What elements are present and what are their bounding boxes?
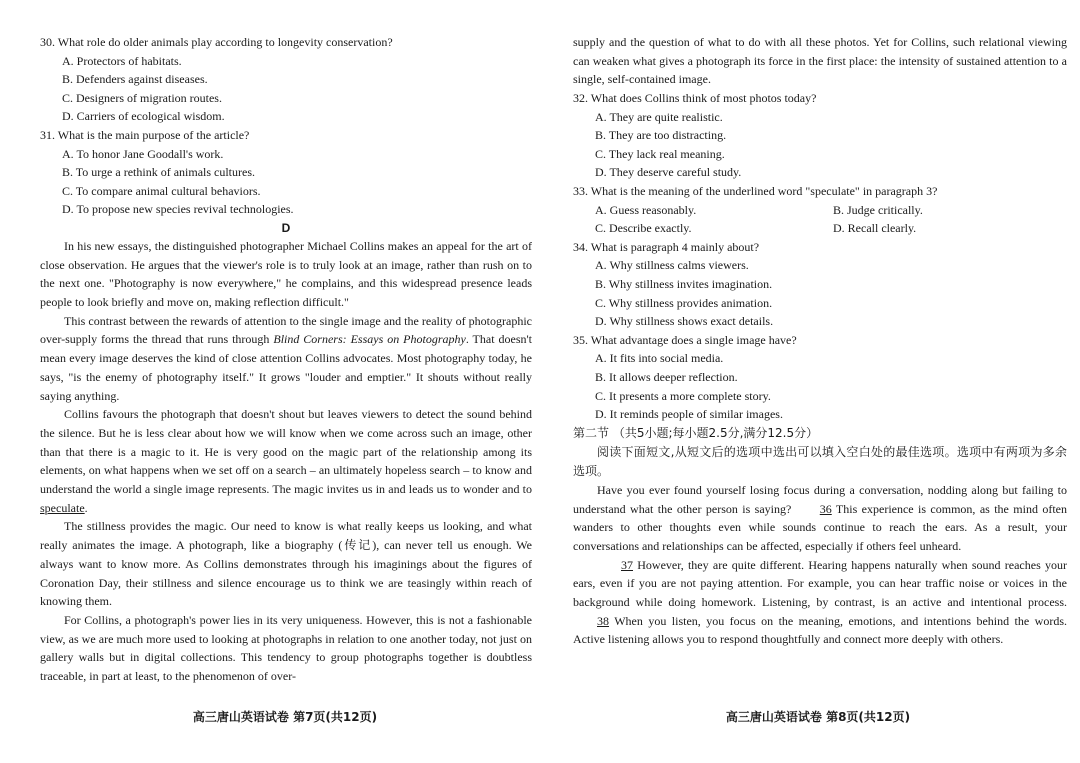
part-2-heading: 第二节 （共5小题;每小题2.5分,满分12.5分） (573, 425, 819, 440)
question-30-option-c: C. Designers of migration routes. (62, 90, 222, 105)
left-page-column (40, 33, 532, 686)
question-33-options (573, 201, 1067, 238)
cloze-paragraph-1 (573, 481, 1067, 556)
section-d-heading: D (281, 220, 291, 235)
question-32-option-d: D. They deserve careful study. (595, 165, 742, 180)
question-33-option-a: A. Guess reasonably. (595, 202, 697, 217)
passage-d-paragraph-2 (40, 312, 532, 406)
underlined-word-speculate: speculate (40, 500, 85, 515)
question-30-stem: 30. What role do older animals play according to longevity conservation? (40, 35, 393, 49)
question-33-option-b: B. Judge critically. (833, 202, 923, 217)
question-34-option-c: C. Why stillness provides animation. (595, 295, 773, 310)
cloze-paragraph-2-end: When you listen, you focus on the meaning, emotions, and intentions behind the words. Active listening allows you to respond thoughtfully and connect more deeply with others. (573, 613, 1067, 647)
cloze-paragraph-1-start: Have you ever found yourself losing focus during a conversation, nodding along but failing to understand what the other person is saying? (573, 482, 1067, 516)
right-page-footer: 高三唐山英语试卷 第8页(共12页) (725, 710, 911, 724)
passage-d-paragraph-3 (40, 405, 532, 517)
question-33-stem: 33. What is the meaning of the underlined word "speculate" in paragraph 3? (573, 184, 938, 199)
blank-36: 36 (819, 501, 832, 516)
question-31-option-d: D. To propose new species revival technologies. (62, 202, 294, 217)
question-35-option-d: D. It reminds people of similar images. (595, 407, 783, 422)
question-34-stem: 34. What is paragraph 4 mainly about? (573, 239, 760, 254)
question-34-option-a: A. Why stillness calms viewers. (595, 258, 749, 273)
question-34-option-b: B. Why stillness invites imagination. (595, 277, 773, 292)
paragraph-3-text-end: . (84, 500, 88, 515)
passage-d-paragraph-1: In his new essays, the distinguished photographer Michael Collins makes an appeal for the art of close observation. He argues that the viewer's role is to truly look at an image, rather than rush on to the next one. "Photography is now everywhere," he complains, and this widespread presence leads people to look briefly and move on, making reflection difficult." (40, 238, 532, 310)
left-page-footer: 高三唐山英语试卷 第7页(共12页) (192, 710, 378, 724)
question-32-option-a: A. They are quite realistic. (595, 109, 723, 124)
question-31-option-c: C. To compare animal cultural behaviors. (62, 183, 261, 198)
question-32-option-b: B. They are too distracting. (595, 128, 727, 143)
question-35-option-c: C. It presents a more complete story. (595, 388, 771, 403)
question-30-option-a: A. Protectors of habitats. (62, 53, 182, 68)
question-31-option-b: B. To urge a rethink of animals cultures. (62, 165, 256, 180)
cloze-paragraph-1-end: This experience is common, as the mind often wanders to other thoughts even while sounds continue to reach the ears. As a result, your conversations and relationships can be affected, especially if others feel unheard. (573, 501, 1067, 553)
question-33-option-c: C. Describe exactly. (595, 221, 692, 236)
part-2-instructions: 阅读下面短文,从短文后的选项中选出可以填入空白处的最佳选项。选项中有两项为多余选项。 (573, 444, 1067, 478)
question-31-option-a: A. To honor Jane Goodall's work. (62, 146, 224, 161)
blank-37: 37 (621, 557, 633, 572)
paragraph-2-text-start: This contrast between the rewards of attention to the single image and the reality of photographic over-supply forms the thread that runs through (40, 313, 532, 347)
question-30-option-d: D. Carriers of ecological wisdom. (62, 109, 225, 124)
question-32-stem: 32. What does Collins think of most photos today? (573, 91, 817, 106)
passage-d-paragraph-5: For Collins, a photograph's power lies in its very uniqueness. However, this is not a fashionable view, as we are much more used to looking at photographs in relation to one another today, not just on gallery walls but in digital collections. This tendency to group photographs together is doubtless traceable, in part at least, to the phenomenon of over- (40, 613, 532, 684)
paragraph-2-text-end: . That doesn't mean every image deserves the kind of close attention Collins advocates. Most photography today, he says, "is the enemy of photography itself." It grows "louder and emptier." It shouts without really saying anything. (40, 332, 532, 403)
cloze-paragraph-2-start: However, they are quite different. Hearing happens naturally when sound reaches your ears, even if you are not paying attention. For example, you can hear traffic noise or voices in the background while doing homework. Listening, by contrast, is an active and intentional process. (573, 557, 1067, 610)
cloze-paragraph-2 (573, 556, 1067, 650)
question-32-option-c: C. They lack real meaning. (595, 146, 725, 161)
right-page-column (573, 33, 1067, 649)
question-35-option-a: A. It fits into social media. (595, 351, 724, 366)
passage-d-paragraph-5-continued: supply and the question of what to do with all these photos. Yet for Collins, such relational viewing can weaken what gives a photograph its force in the first place: the intensity of sustained attention to a single, self-contained image. (573, 35, 1067, 87)
passage-d-paragraph-4: The stillness provides the magic. Our need to know is what really keeps us looking, and what really animates the image. A photograph, like a biography (传记), can never tell us enough. We always want to know more. As Collins demonstrates through his imaginings about the figures of Coronation Day, their stillness and silence encourage us to think we are teasingly within reach of knowing them. (40, 519, 532, 609)
question-35-option-b: B. It allows deeper reflection. (595, 370, 738, 385)
question-35-stem: 35. What advantage does a single image have? (573, 332, 797, 347)
book-title: Blind Corners: Essays on Photography (273, 332, 466, 347)
question-31-stem: 31. What is the main purpose of the article? (40, 127, 250, 142)
question-34-option-d: D. Why stillness shows exact details. (595, 314, 774, 329)
question-30-option-b: B. Defenders against diseases. (62, 72, 208, 87)
blank-38: 38 (597, 613, 609, 628)
question-33-option-d: D. Recall clearly. (833, 221, 917, 236)
paragraph-3-text-start: Collins favours the photograph that doesn't shout but leaves viewers to detect the sound behind the silence. But he is less clear about how we will know when we come across such an image, other than that there is a magic to it. He is very good on the magic part of the relationship among its elements, on what happens when we set off on a search – an ultimately hopeless search – to know and understand the world a single image represents. The magic invites us in and leads us to wonder and to (40, 407, 532, 497)
